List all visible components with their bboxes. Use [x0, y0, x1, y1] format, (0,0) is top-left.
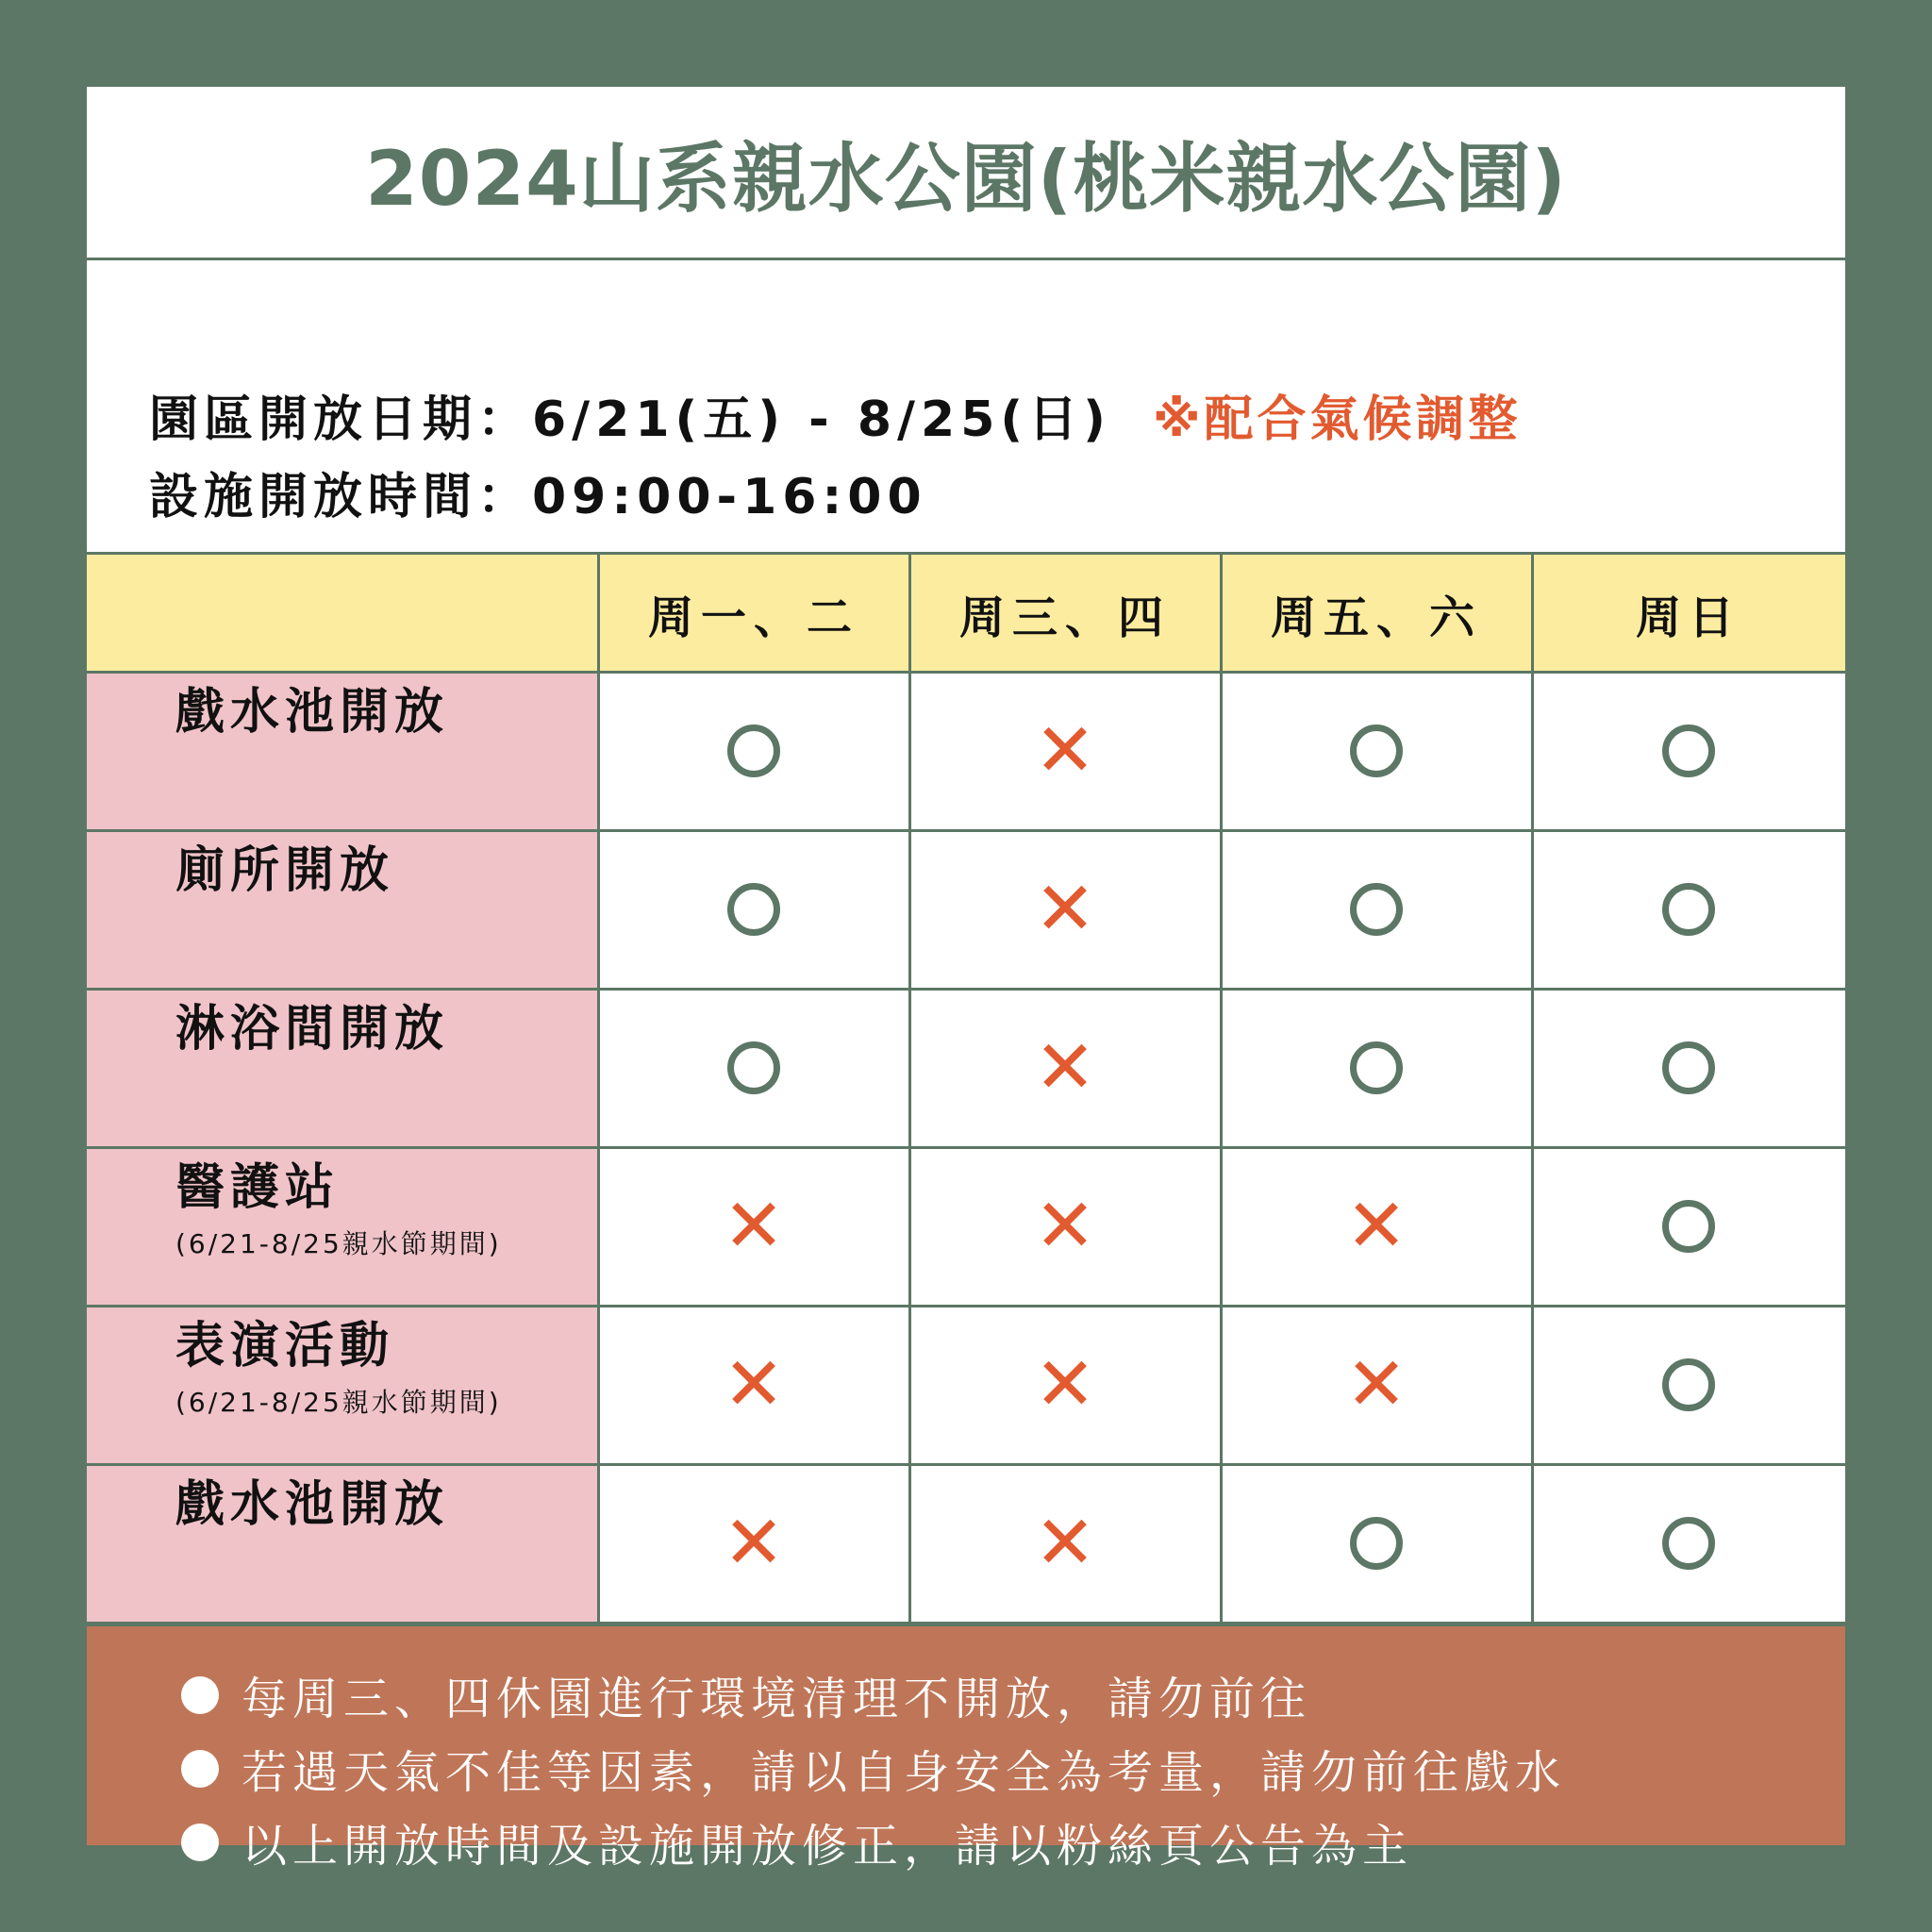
- circle-icon: [1662, 883, 1715, 936]
- grid-hline: [87, 1463, 1845, 1466]
- circle-icon: [1350, 1517, 1403, 1570]
- bullet-icon: [181, 1824, 219, 1861]
- grid-hline: [87, 1146, 1845, 1149]
- circle-icon: [1662, 1200, 1715, 1253]
- note-text: 每周三、四休園進行環境清理不開放，請勿前往: [242, 1673, 1312, 1725]
- row-label: [87, 672, 598, 830]
- circle-icon: [1662, 724, 1715, 777]
- table-cell: [1532, 830, 1845, 989]
- note-item: [181, 1736, 1566, 1801]
- row-label: [87, 1147, 598, 1306]
- table-cell: [1532, 1147, 1845, 1306]
- column-header: 周三、四: [909, 555, 1221, 672]
- table-cell: [1532, 672, 1845, 830]
- table-cell: [598, 830, 909, 989]
- page-title: 2024山系親水公園(桃米親水公園): [87, 87, 1845, 260]
- row-label: [87, 1464, 598, 1623]
- row-label-note: (6/21-8/25親水節期間): [175, 1387, 502, 1418]
- table-cell: [1532, 1464, 1845, 1623]
- row-label-text: 淋浴間開放: [175, 1001, 450, 1058]
- row-label-text: 戲水池開放: [175, 684, 450, 741]
- table-cell: [909, 830, 1221, 989]
- schedule-card: [87, 87, 1845, 1873]
- header-corner: [87, 555, 598, 672]
- circle-icon: [1662, 1358, 1715, 1411]
- row-label-note: (6/21-8/25親水節期間): [175, 1228, 502, 1259]
- table-cell: [909, 672, 1221, 830]
- open-dates: 園區開放日期：6/21(五) - 8/25(日): [149, 391, 1111, 448]
- row-label: [87, 1306, 598, 1464]
- column-header: 周日: [1532, 555, 1845, 672]
- weather-note: ※配合氣候調整: [1152, 391, 1522, 448]
- table-cell: [1532, 989, 1845, 1147]
- bullet-icon: [181, 1676, 219, 1714]
- cross-icon: ✕: [1034, 1025, 1096, 1110]
- cross-icon: ✕: [723, 1501, 785, 1586]
- note-item: [181, 1662, 1311, 1727]
- column-header: 周五、六: [1221, 555, 1532, 672]
- cross-icon: ✕: [1034, 1501, 1096, 1586]
- notes-panel: [87, 1624, 1845, 1873]
- circle-icon: [1350, 883, 1403, 936]
- facility-hours: 設施開放時間：09:00-16:00: [149, 469, 927, 525]
- cross-icon: ✕: [723, 1184, 785, 1269]
- open-dates-line: [149, 379, 1522, 450]
- note-item: [181, 1809, 1413, 1874]
- table-cell: [909, 989, 1221, 1147]
- cross-icon: ✕: [1034, 1342, 1096, 1427]
- cross-icon: ✕: [1034, 1184, 1096, 1269]
- grid-hline: [87, 988, 1845, 991]
- table-cell: [1532, 1306, 1845, 1464]
- grid-hline: [87, 671, 1845, 674]
- circle-icon: [1350, 1041, 1403, 1094]
- table-cell: [598, 672, 909, 830]
- table-cell: [598, 1306, 909, 1464]
- table-cell: [909, 1306, 1221, 1464]
- table-cell: [598, 1464, 909, 1623]
- circle-icon: [1662, 1041, 1715, 1094]
- note-text: 以上開放時間及設施開放修正，請以粉絲頁公告為主: [242, 1820, 1414, 1873]
- table-cell: [1221, 1464, 1532, 1623]
- cross-icon: ✕: [1345, 1342, 1407, 1427]
- grid-hline: [87, 1305, 1845, 1307]
- schedule-table: [87, 555, 1845, 1624]
- cross-icon: ✕: [1034, 708, 1096, 793]
- circle-icon: [1662, 1517, 1715, 1570]
- circle-icon: [727, 1041, 780, 1094]
- note-text: 若遇天氣不佳等因素，請以自身安全為考量，請勿前往戲水: [242, 1746, 1567, 1799]
- row-label-text: 醫護站: [175, 1159, 341, 1216]
- table-cell: [1221, 989, 1532, 1147]
- table-cell: [909, 1464, 1221, 1623]
- cross-icon: ✕: [723, 1342, 785, 1427]
- table-cell: [1221, 672, 1532, 830]
- row-label-text: 表演活動: [175, 1318, 395, 1374]
- row-label: [87, 830, 598, 989]
- info-panel: [87, 260, 1845, 555]
- grid-hline: [87, 829, 1845, 832]
- table-cell: [1221, 830, 1532, 989]
- circle-icon: [727, 883, 780, 936]
- table-cell: [1221, 1306, 1532, 1464]
- bullet-icon: [181, 1750, 219, 1788]
- circle-icon: [727, 724, 780, 777]
- row-label: [87, 989, 598, 1147]
- circle-icon: [1350, 724, 1403, 777]
- table-cell: [598, 989, 909, 1147]
- column-header: 周一、二: [598, 555, 909, 672]
- table-cell: [909, 1147, 1221, 1306]
- cross-icon: ✕: [1034, 867, 1096, 952]
- cross-icon: ✕: [1345, 1184, 1407, 1269]
- row-label-text: 戲水池開放: [175, 1476, 450, 1533]
- table-cell: [598, 1147, 909, 1306]
- row-label-text: 廁所開放: [175, 842, 395, 899]
- table-cell: [1221, 1147, 1532, 1306]
